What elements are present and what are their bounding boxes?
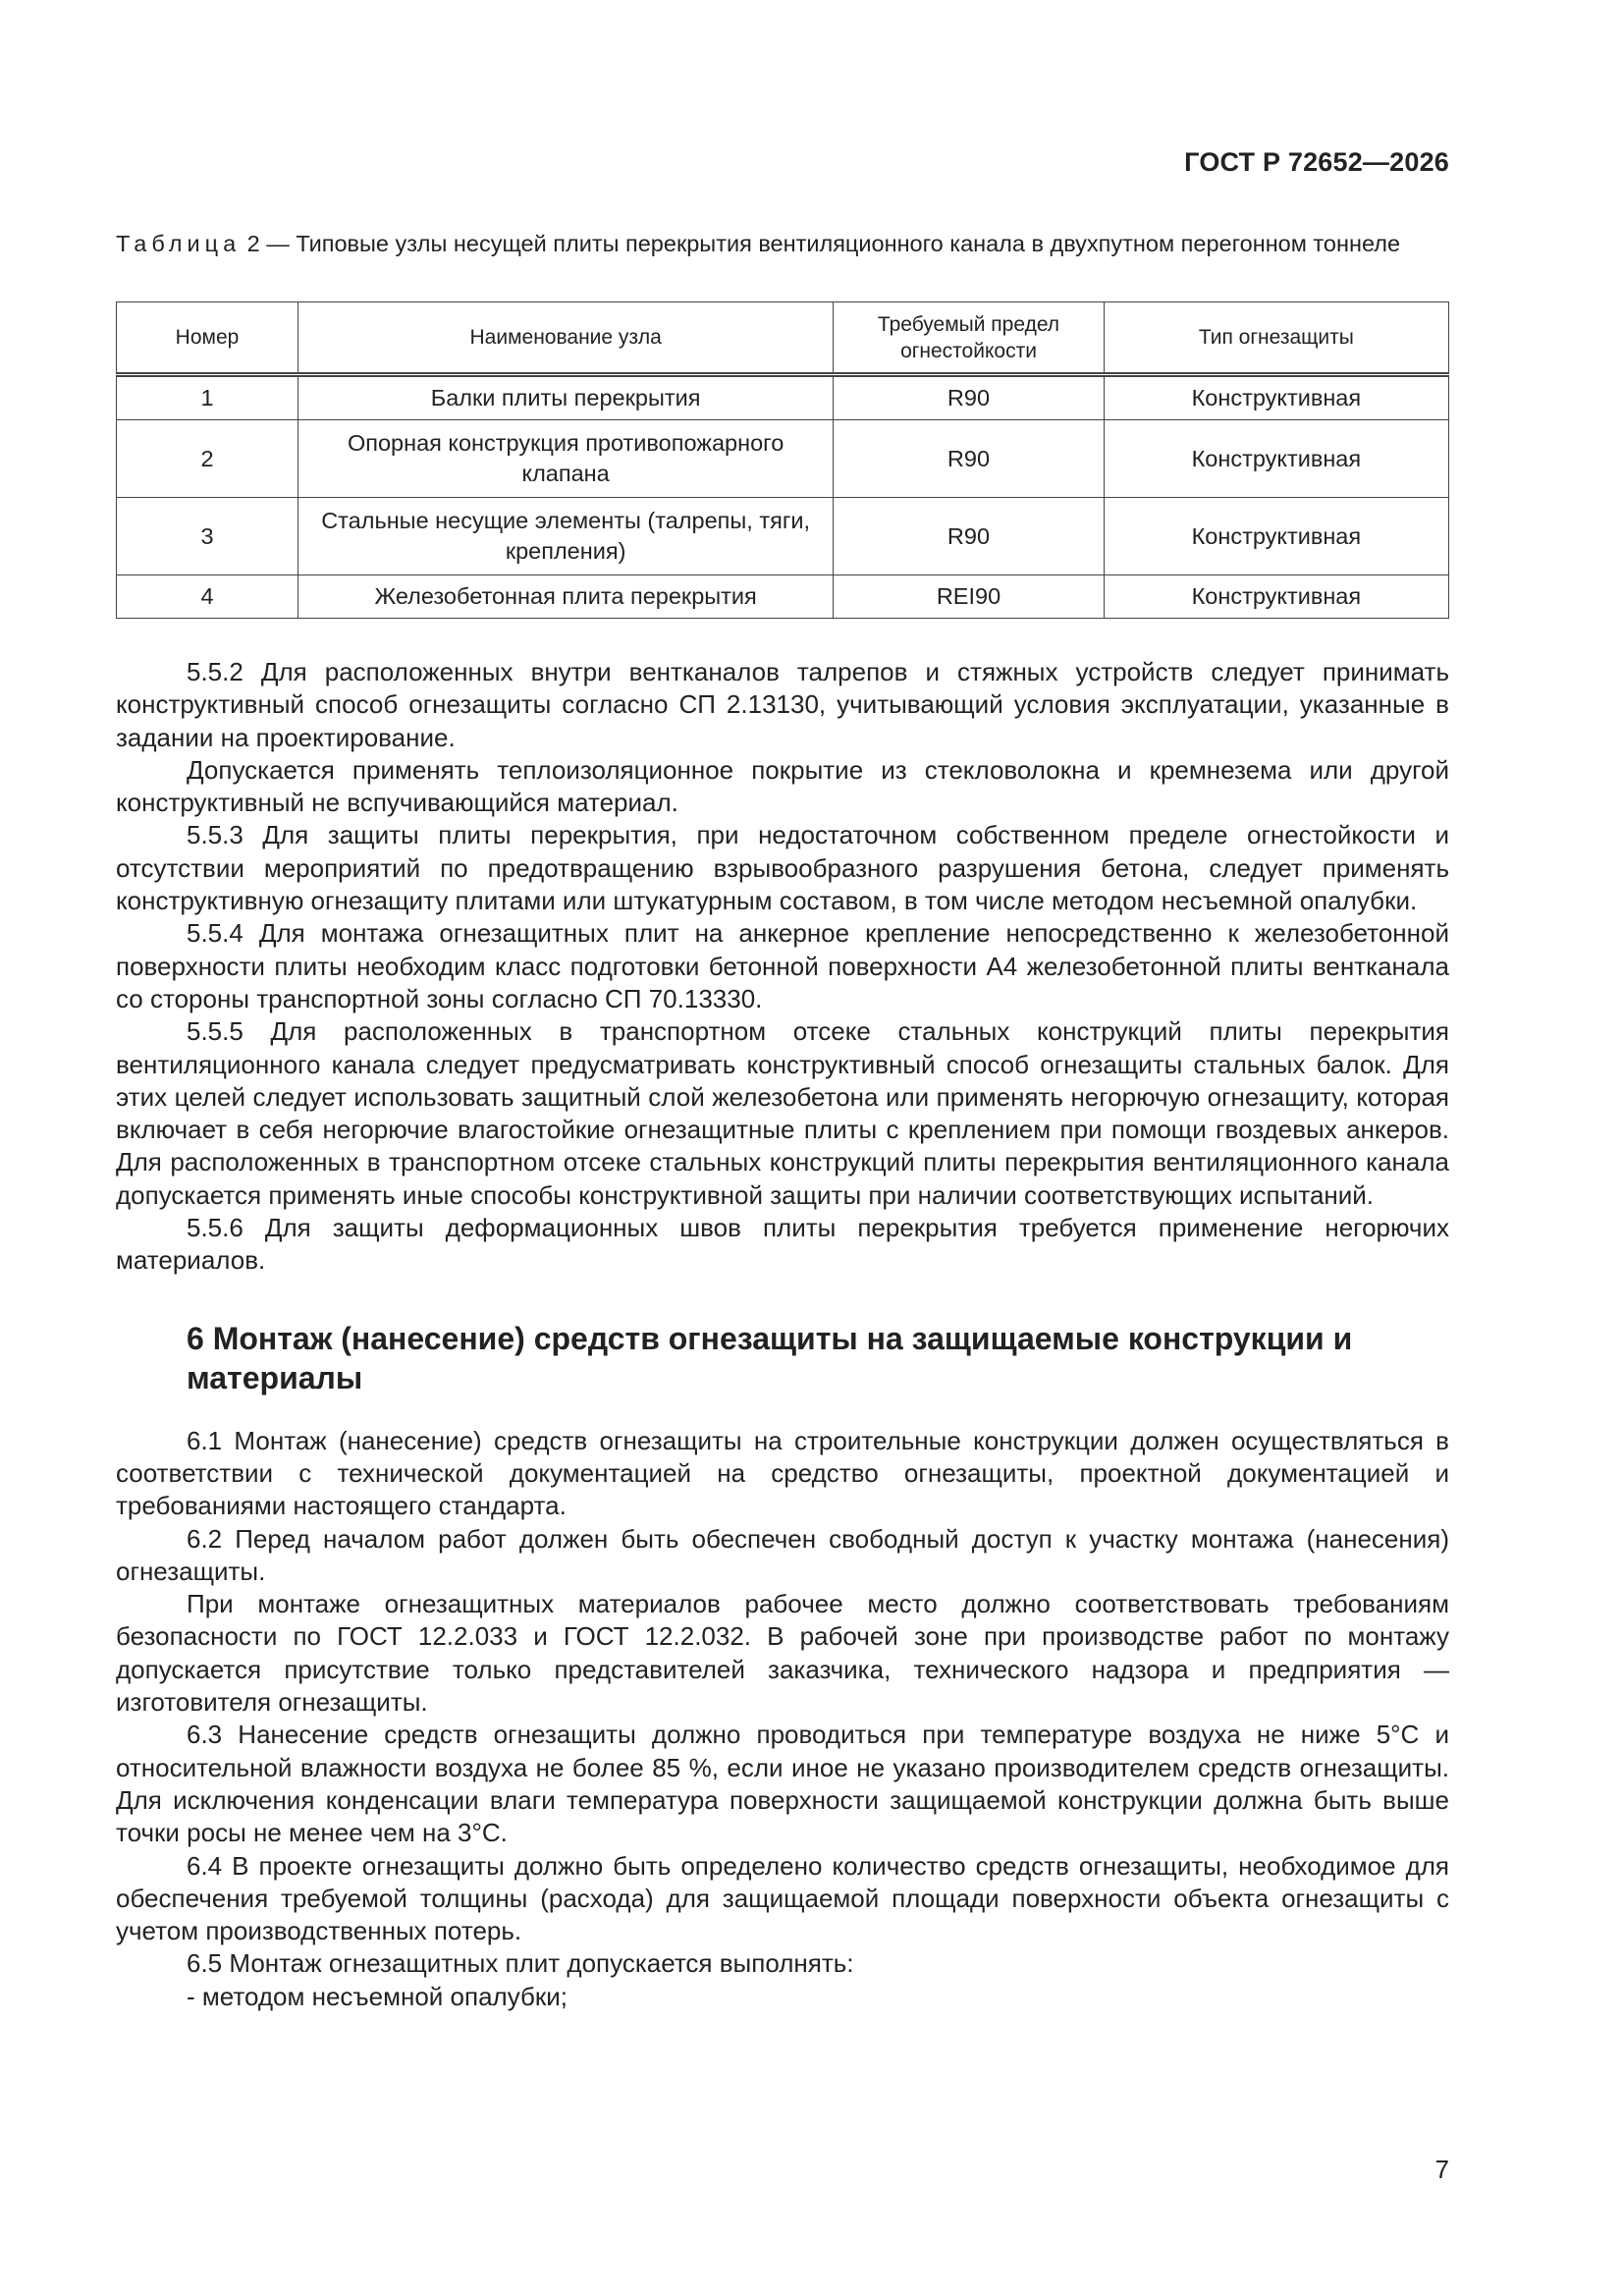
column-header-node-name: Наименование узла bbox=[298, 302, 833, 375]
cell-fire-limit: R90 bbox=[834, 498, 1104, 575]
cell-protection-type: Конструктивная bbox=[1104, 575, 1448, 619]
cell-node-name: Железобетонная плита перекрытия bbox=[298, 575, 833, 619]
section-6-heading: 6 Монтаж (нанесение) средств огнезащиты на защищаемые конструкции и материалы bbox=[187, 1320, 1353, 1395]
cell-number: 3 bbox=[117, 498, 298, 575]
cell-fire-limit: R90 bbox=[834, 375, 1104, 420]
table-caption-prefix: Таблица bbox=[116, 231, 242, 256]
paragraph-5-5-2-addendum: Допускается применять теплоизоляционное покрытие из стекловолокна и кремнезема или другой конструктивный не вспучивающийся материал. bbox=[116, 754, 1449, 818]
paragraph-6-4: 6.4 В проекте огнезащиты должно быть определено количество средств огнезащиты, необходимое для обеспечения требуемой толщины (расхода) для защищаемой площади поверхности объекта огнезащиты с учетом производственных потерь. bbox=[116, 1850, 1449, 1946]
standard-designation: ГОСТ Р 72652—2026 bbox=[1184, 147, 1449, 177]
paragraph-6-1: 6.1 Монтаж (нанесение) средств огнезащиты на строительные конструкции должен осуществляться в соответствии с технической документацией на средство огнезащиты, проектной документацией и требованиями настоящего стандарта. bbox=[116, 1425, 1449, 1521]
cell-number: 2 bbox=[117, 420, 298, 498]
cell-number: 4 bbox=[117, 575, 298, 619]
table-row bbox=[117, 498, 1449, 575]
column-header-fire-limit: Требуемый предел огнестойкости bbox=[834, 302, 1104, 375]
paragraph-5-5-3: 5.5.3 Для защиты плиты перекрытия, при недостаточном собственном пределе огнестойкости и отсутствии мероприятий по предотвращению взрывообразного разрушения бетона, следует применять конструктивную огнезащиту плитами или штукатурным составом, в том числе методом несъемной опалубки. bbox=[116, 820, 1449, 916]
body-text bbox=[116, 656, 1449, 2013]
table-row bbox=[117, 575, 1449, 619]
table-row bbox=[117, 420, 1449, 498]
column-header-protection-type: Тип огнезащиты bbox=[1104, 302, 1448, 375]
table-row bbox=[117, 375, 1449, 420]
cell-fire-limit: REI90 bbox=[834, 575, 1104, 619]
paragraph-6-5: 6.5 Монтаж огнезащитных плит допускается выполнять: bbox=[187, 1948, 854, 1979]
table-header-row bbox=[117, 302, 1449, 375]
cell-protection-type: Конструктивная bbox=[1104, 375, 1448, 420]
list-item: - методом несъемной опалубки; bbox=[187, 1981, 568, 2011]
paragraph-5-5-4: 5.5.4 Для монтажа огнезащитных плит на анкерное крепление непосредственно к железобетонной поверхности плиты необходим класс подготовки бетонной поверхности А4 железобетонной плиты вентканала со стороны транспортной зоны согласно СП 70.13330. bbox=[116, 918, 1449, 1013]
cell-node-name: Стальные несущие элементы (талрепы, тяги, крепления) bbox=[298, 498, 833, 575]
paragraph-6-2-addendum: При монтаже огнезащитных материалов рабочее место должно соответствовать требованиям безопасности по ГОСТ 12.2.033 и ГОСТ 12.2.032. В рабочей зоне при производстве работ по монтажу допускается присутствие только представителей заказчика, технического надзора и предприятия — изготовителя огнезащиты. bbox=[116, 1589, 1449, 1718]
paragraph-5-5-5: 5.5.5 Для расположенных в транспортном отсеке стальных конструкций плиты перекрытия вентиляционного канала следует предусматривать конструктивный способ огнезащиты стальных балок. Для этих целей следует использовать защитный слой железобетона или применять негорючую огнезащиту, которая включает в себя негорючие влагостойкие огнезащитные плиты с креплением при помощи гвоздевых анкеров. Для расположенных в транспортном отсеке стальных конструкций плиты перекрытия вентиляционного канала допускается применять иные способы конструктивной защиты при наличии соответствующих испытаний. bbox=[116, 1016, 1449, 1210]
paragraph-5-5-2: 5.5.2 Для расположенных внутри вентканалов талрепов и стяжных устройств следует принимать конструктивный способ огнезащиты согласно СП 2.13130, учитывающий условия эксплуатации, указанные в задании на проектирование. bbox=[116, 657, 1449, 752]
table-caption-text: 2 — Типовые узлы несущей плиты перекрытия вентиляционного канала в двухпутном перегонном тоннеле bbox=[241, 231, 1401, 256]
paragraph-5-5-6: 5.5.6 Для защиты деформационных швов плиты перекрытия требуется применение негорючих материалов. bbox=[116, 1213, 1449, 1276]
cell-node-name: Опорная конструкция противопожарного клапана bbox=[298, 420, 833, 498]
cell-node-name: Балки плиты перекрытия bbox=[298, 375, 833, 420]
paragraph-6-3: 6.3 Нанесение средств огнезащиты должно проводиться при температуре воздуха не ниже 5°С и относительной влажности воздуха не более 85 %, если иное не указано производителем средств огнезащиты. Для исключения конденсации влаги температура поверхности защищаемой конструкции должна быть выше точки росы не менее чем на 3°С. bbox=[116, 1720, 1449, 1848]
cell-number: 1 bbox=[117, 375, 298, 420]
table-caption bbox=[116, 228, 1449, 260]
paragraph-6-2: 6.2 Перед началом работ должен быть обеспечен свободный доступ к участку монтажа (нанесения) огнезащиты. bbox=[116, 1523, 1449, 1586]
page-number: 7 bbox=[1434, 2155, 1449, 2184]
cell-protection-type: Конструктивная bbox=[1104, 420, 1448, 498]
cell-fire-limit: R90 bbox=[834, 420, 1104, 498]
cell-protection-type: Конструктивная bbox=[1104, 498, 1448, 575]
column-header-number: Номер bbox=[117, 302, 298, 375]
fire-protection-table bbox=[116, 301, 1449, 619]
